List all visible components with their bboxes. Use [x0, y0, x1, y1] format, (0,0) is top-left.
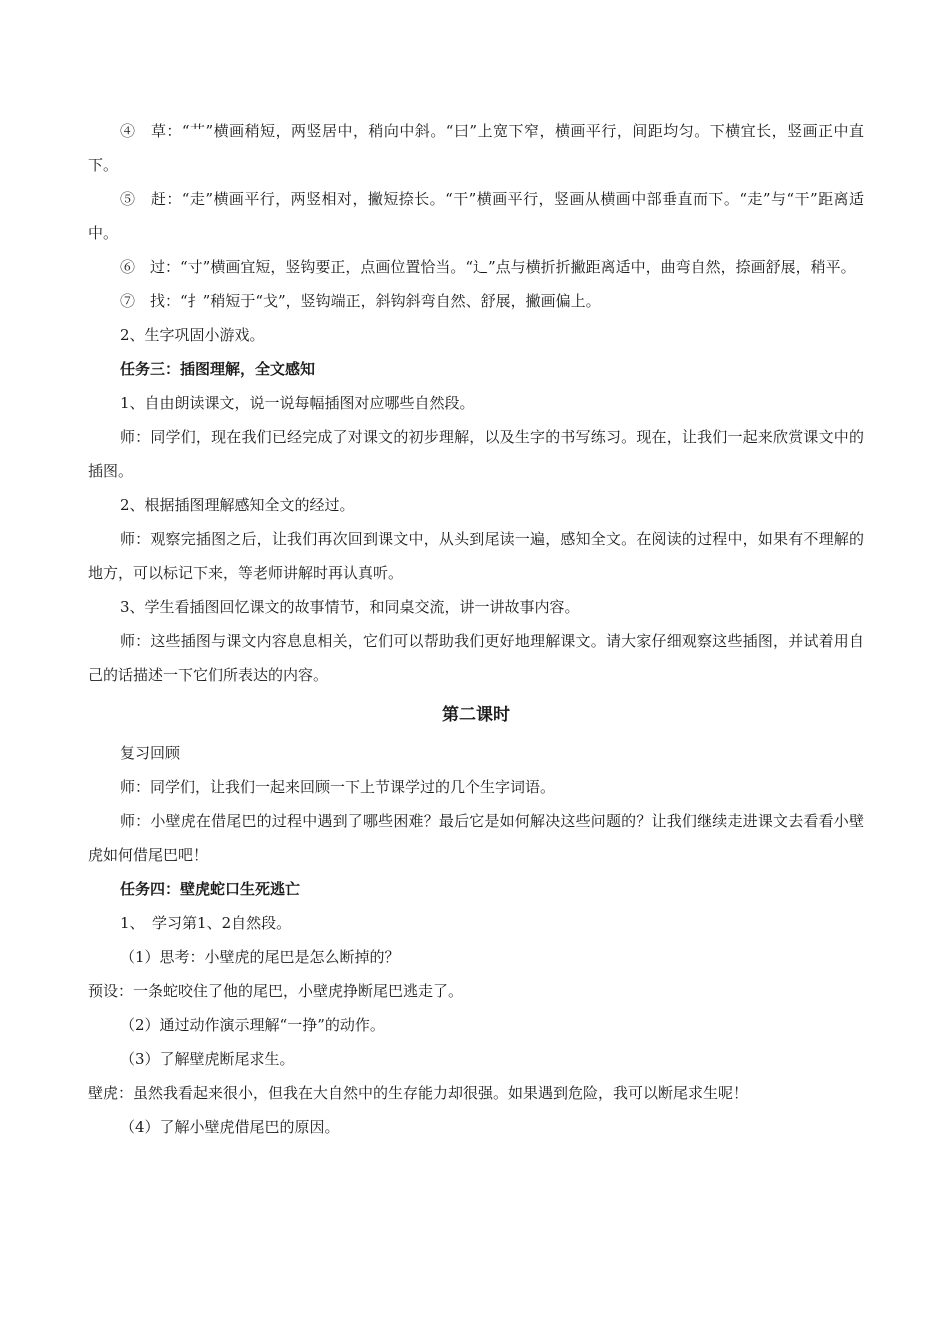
- step-game: 2、生字巩固小游戏。: [120, 326, 265, 344]
- task-four-heading: 任务四：壁虎蛇口生死逃亡: [120, 880, 301, 898]
- teacher-line-1: 师：同学们，现在我们已经完成了对课文的初步理解，以及生字的书写练习。现在，让我们一起来欣赏课文中的插图。: [88, 428, 864, 480]
- question-3: （3）了解壁虎断尾求生。: [120, 1050, 295, 1068]
- task-three-heading: 任务三：插图理解，全文感知: [120, 360, 316, 378]
- question-2: （2）通过动作演示理解“一挣”的动作。: [120, 1016, 385, 1034]
- teacher-line-3: 师：这些插图与课文内容息息相关，它们可以帮助我们更好地理解课文。请大家仔细观察这些插图，并试着用自己的话描述一下它们所表达的内容。: [88, 632, 864, 684]
- review-heading: 复习回顾: [120, 744, 181, 762]
- task-three-step-2: 2、根据插图理解感知全文的经过。: [120, 496, 355, 514]
- section-title: 第二课时: [442, 705, 510, 725]
- task-four-step-1: 1、 学习第1、2自然段。: [120, 914, 292, 932]
- stroke-note-zhao: ⑦ 找：“扌”稍短于“戈”，竖钩端正，斜钩斜弯自然、舒展，撇画偏上。: [120, 292, 601, 310]
- teacher-line-4: 师：同学们，让我们一起来回顾一下上节课学过的几个生字词语。: [120, 778, 556, 796]
- stroke-note-gan: ⑤ 赶：“走”横画平行，两竖相对，撇短捺长。“干”横画平行，竖画从横画中部垂直而下。“走”与“干”距离适中。: [88, 190, 864, 242]
- stroke-note-cao: ④ 草：“艹”横画稍短，两竖居中，稍向中斜。“曰”上宽下窄，横画平行，间距均匀。下横宜长，竖画正中直下。: [88, 122, 864, 174]
- gecko-line: 壁虎：虽然我看起来很小，但我在大自然中的生存能力却很强。如果遇到危险，我可以断尾求生呢！: [88, 1084, 749, 1102]
- task-three-step-1: 1、自由朗读课文，说一说每幅插图对应哪些自然段。: [120, 394, 475, 412]
- task-three-step-3: 3、学生看插图回忆课文的故事情节，和同桌交流，讲一讲故事内容。: [120, 598, 580, 616]
- stroke-note-guo: ⑥ 过：“寸”横画宜短，竖钩要正，点画位置恰当。“辶”点与横折折撇距离适中，曲弯自然，捺画舒展，稍平。: [120, 258, 856, 276]
- teacher-line-2: 师：观察完插图之后，让我们再次回到课文中，从头到尾读一遍，感知全文。在阅读的过程中，如果有不理解的地方，可以标记下来，等老师讲解时再认真听。: [88, 530, 864, 582]
- question-1: （1）思考：小壁虎的尾巴是怎么断掉的？: [120, 948, 400, 966]
- question-4: （4）了解小壁虎借尾巴的原因。: [120, 1118, 340, 1136]
- document-body: [88, 114, 864, 1144]
- teacher-line-5: 师：小壁虎在借尾巴的过程中遇到了哪些困难？最后它是如何解决这些问题的？让我们继续走进课文去看看小壁虎如何借尾巴吧！: [88, 812, 864, 864]
- preset-answer: 预设：一条蛇咬住了他的尾巴，小壁虎挣断尾巴逃走了。: [88, 982, 464, 1000]
